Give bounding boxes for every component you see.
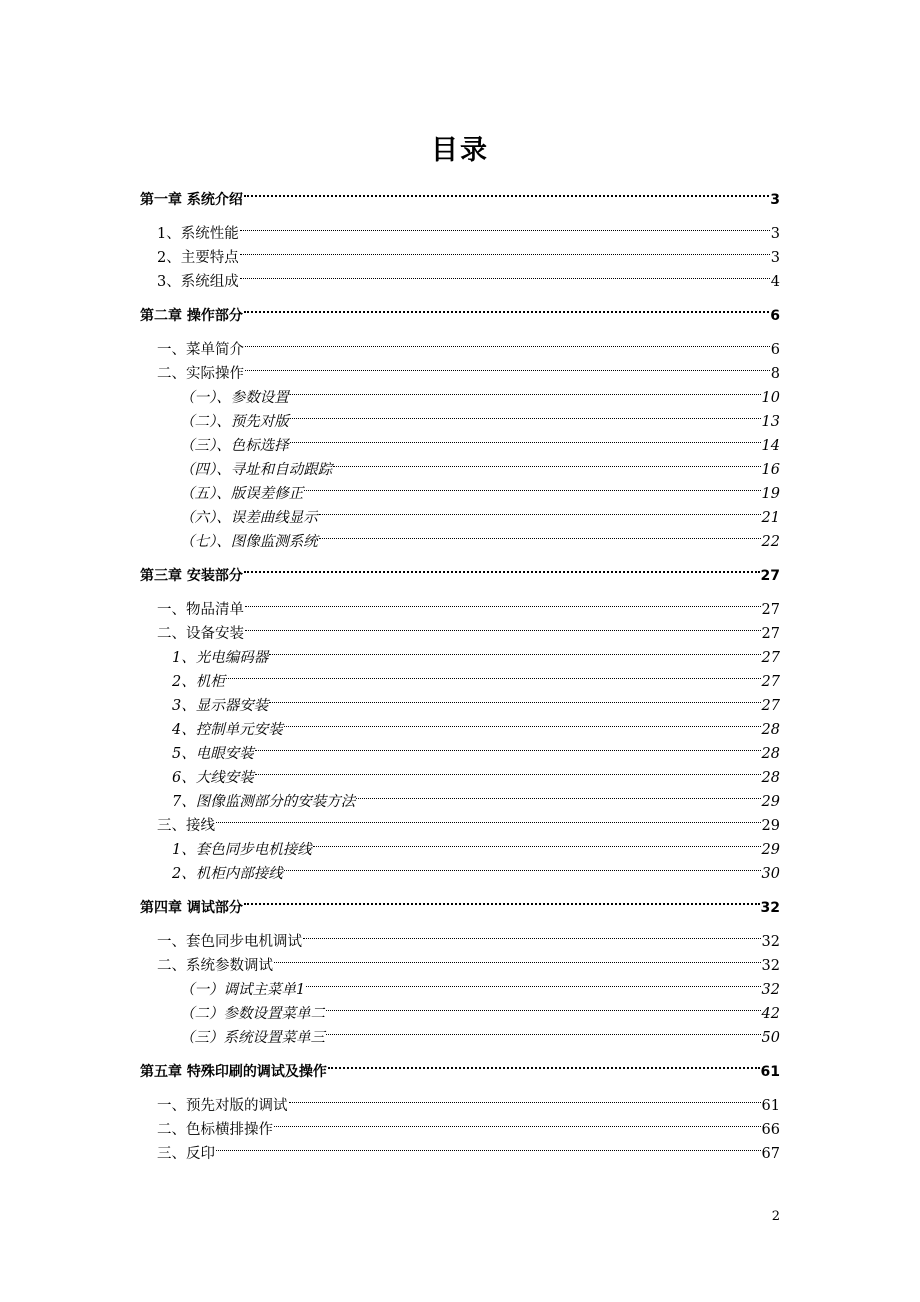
table-of-contents (140, 180, 780, 1162)
toc-entry-label: 二、设备安装 (157, 626, 244, 642)
toc-entry-page: 28 (761, 722, 780, 738)
dot-leader (333, 450, 760, 474)
dot-leader (255, 734, 761, 758)
toc-entry-label: 2、主要特点 (157, 250, 239, 266)
toc-entry-label: 3、系统组成 (157, 274, 239, 290)
toc-entry-label: 三、接线 (157, 818, 215, 834)
toc-entry[interactable] (140, 922, 780, 950)
toc-entry[interactable] (140, 590, 780, 618)
toc-entry[interactable] (140, 330, 780, 358)
dot-leader (244, 556, 760, 580)
toc-entry-label: 3、显示器安装 (172, 698, 269, 714)
toc-entry-chapter[interactable] (140, 888, 780, 916)
toc-entry-page: 13 (761, 414, 780, 430)
toc-entry-label: 1、光电编码器 (172, 650, 269, 666)
toc-entry-page: 50 (761, 1030, 780, 1046)
toc-entry-page: 29 (761, 794, 780, 810)
toc-entry-page: 14 (761, 438, 780, 454)
toc-entry-page: 6 (770, 308, 780, 324)
dot-leader (269, 638, 760, 662)
dot-leader (240, 262, 770, 286)
toc-entry-label: 一、预先对版的调试 (157, 1098, 288, 1114)
toc-entry-label: （一）调试主菜单1 (180, 982, 306, 998)
toc-entry-page: 32 (761, 934, 780, 950)
toc-entry-page: 29 (761, 818, 780, 834)
toc-entry[interactable] (140, 662, 780, 690)
toc-entry-label: 第四章 调试部分 (140, 900, 243, 916)
toc-entry-chapter[interactable] (140, 296, 780, 324)
dot-leader (274, 1110, 761, 1134)
toc-entry-label: 第三章 安装部分 (140, 568, 243, 584)
toc-entry[interactable] (140, 1086, 780, 1114)
dot-leader (290, 378, 761, 402)
page-number: 2 (771, 1209, 780, 1224)
page-title: 目录 (431, 135, 489, 166)
dot-leader (303, 922, 761, 946)
toc-entry-label: 第一章 系统介绍 (140, 192, 243, 208)
toc-entry-label: （三）、色标选择 (180, 438, 289, 454)
toc-entry-page: 32 (761, 958, 780, 974)
dot-leader (284, 710, 761, 734)
toc-entry-page: 8 (770, 366, 780, 382)
toc-entry-label: （七）、图像监测系统 (180, 534, 318, 550)
toc-entry-label: （二）、预先对版 (180, 414, 289, 430)
dot-leader (326, 994, 761, 1018)
toc-entry-page: 21 (761, 510, 780, 526)
toc-entry-label: 6、大线安装 (172, 770, 254, 786)
dot-leader (306, 970, 760, 994)
toc-entry-label: 一、菜单简介 (157, 342, 244, 358)
dot-leader (304, 474, 760, 498)
toc-entry-page: 4 (770, 274, 780, 290)
toc-entry-label: 第二章 操作部分 (140, 308, 243, 324)
toc-entry-page: 3 (770, 250, 780, 266)
toc-entry-page: 28 (761, 746, 780, 762)
toc-entry[interactable] (140, 1134, 780, 1162)
dot-leader (284, 854, 761, 878)
toc-entry-label: 第五章 特殊印刷的调试及操作 (140, 1064, 327, 1080)
toc-entry-label: （一）、参数设置 (180, 390, 289, 406)
dot-leader (245, 354, 770, 378)
toc-entry-page: 42 (761, 1006, 780, 1022)
toc-entry-page: 27 (761, 602, 780, 618)
toc-entry-page: 28 (761, 770, 780, 786)
toc-entry-label: 二、系统参数调试 (157, 958, 273, 974)
toc-entry-label: 二、实际操作 (157, 366, 244, 382)
toc-entry-page: 10 (761, 390, 780, 406)
toc-entry-label: 2、机柜 (172, 674, 225, 690)
toc-entry-page: 3 (770, 226, 780, 242)
toc-entry-page: 61 (760, 1064, 780, 1080)
dot-leader (274, 946, 761, 970)
toc-entry-label: （五）、版误差修正 (180, 486, 304, 502)
toc-entry-page: 3 (770, 192, 780, 208)
toc-entry-page: 61 (761, 1098, 780, 1114)
toc-entry-chapter[interactable] (140, 1052, 780, 1080)
toc-entry-label: 一、物品清单 (157, 602, 244, 618)
toc-entry-page: 19 (761, 486, 780, 502)
toc-entry-page: 32 (761, 982, 780, 998)
dot-leader (319, 498, 761, 522)
toc-entry-chapter[interactable] (140, 556, 780, 584)
dot-leader (290, 402, 761, 426)
toc-entry-page: 27 (761, 626, 780, 642)
toc-entry-page: 16 (761, 462, 780, 478)
toc-entry-label: （四）、寻址和自动跟踪 (180, 462, 333, 478)
dot-leader (226, 662, 761, 686)
dot-leader (244, 180, 769, 204)
toc-entry-page: 67 (761, 1146, 780, 1162)
toc-entry-chapter[interactable] (140, 180, 780, 208)
toc-entry-label: 5、电眼安装 (172, 746, 254, 762)
toc-entry-label: 4、控制单元安装 (172, 722, 283, 738)
dot-leader (245, 330, 770, 354)
toc-entry-page: 22 (761, 534, 780, 550)
dot-leader (326, 1018, 761, 1042)
toc-entry[interactable] (140, 686, 780, 714)
toc-entry-page: 27 (761, 650, 780, 666)
toc-entry-label: 一、套色同步电机调试 (157, 934, 302, 950)
toc-entry[interactable] (140, 806, 780, 834)
dot-leader (255, 758, 761, 782)
dot-leader (245, 614, 761, 638)
dot-leader (356, 782, 760, 806)
toc-entry-page: 32 (760, 900, 780, 916)
toc-entry-label: 2、机柜内部接线 (172, 866, 283, 882)
dot-leader (328, 1052, 760, 1076)
dot-leader (216, 806, 761, 830)
toc-entry[interactable] (140, 830, 780, 858)
dot-leader (245, 590, 761, 614)
toc-entry-label: 二、色标横排操作 (157, 1122, 273, 1138)
dot-leader (244, 296, 769, 320)
dot-leader (244, 888, 760, 912)
toc-entry-label: （三）系统设置菜单三 (180, 1030, 325, 1046)
toc-entry-page: 29 (761, 842, 780, 858)
toc-entry-label: 1、套色同步电机接线 (172, 842, 312, 858)
toc-entry-label: 三、反印 (157, 1146, 215, 1162)
dot-leader (319, 522, 761, 546)
toc-entry-page: 27 (761, 698, 780, 714)
dot-leader (216, 1134, 761, 1158)
toc-entry[interactable] (140, 214, 780, 242)
dot-leader (290, 426, 761, 450)
dot-leader (240, 214, 770, 238)
toc-entry-page: 66 (761, 1122, 780, 1138)
toc-entry-label: 7、图像监测部分的安装方法 (172, 794, 356, 810)
toc-entry-page: 6 (770, 342, 780, 358)
dot-leader (313, 830, 761, 854)
dot-leader (289, 1086, 761, 1110)
dot-leader (269, 686, 760, 710)
toc-entry-label: 1、系统性能 (157, 226, 239, 242)
toc-entry-page: 27 (761, 674, 780, 690)
toc-entry-label: （六）、误差曲线显示 (180, 510, 318, 526)
toc-entry-page: 30 (761, 866, 780, 882)
toc-entry-page: 27 (760, 568, 780, 584)
dot-leader (240, 238, 770, 262)
toc-entry-label: （二）参数设置菜单二 (180, 1006, 325, 1022)
